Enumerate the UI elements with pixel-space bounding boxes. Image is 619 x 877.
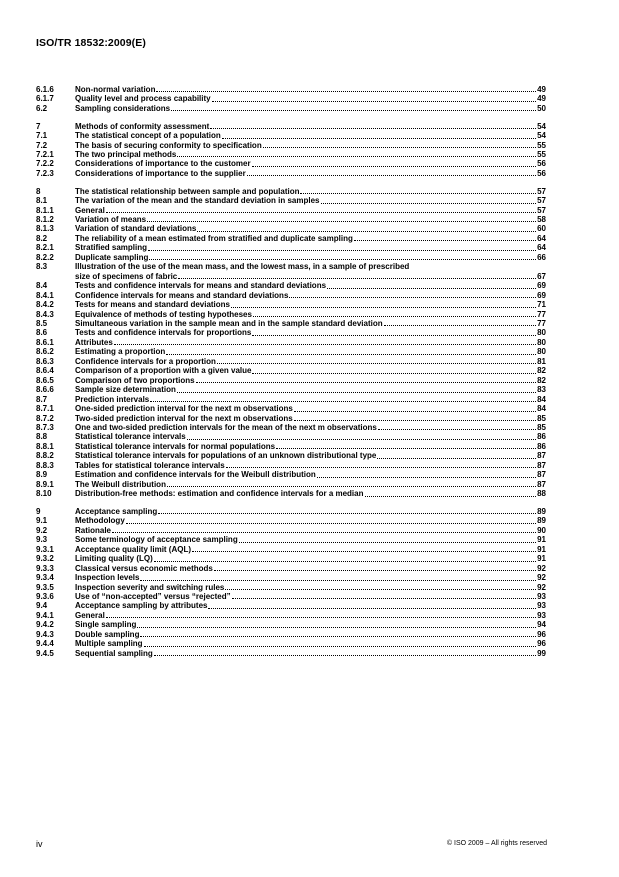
toc-entry[interactable] <box>36 253 546 262</box>
copyright-notice: © ISO 2009 – All rights reserved <box>446 840 547 847</box>
toc-entry-title: Equivalence of methods of testing hypotheses <box>75 309 252 319</box>
toc-entry[interactable] <box>36 328 546 337</box>
toc-entry[interactable] <box>36 187 546 196</box>
toc-entry-page: 71 <box>537 300 546 310</box>
toc-entry-page: 49 <box>537 94 546 104</box>
toc-entry[interactable] <box>36 104 546 113</box>
table-of-contents <box>36 85 546 666</box>
toc-entry-number: 8.8 <box>36 432 48 442</box>
toc-entry-title: The two principal methods <box>75 150 177 160</box>
toc-entry-page: 88 <box>537 489 546 499</box>
toc-entry-page: 96 <box>537 639 546 649</box>
toc-entry[interactable] <box>36 432 546 441</box>
toc-entry-title: Rationale <box>75 525 112 535</box>
toc-entry[interactable] <box>36 414 546 423</box>
dot-leader <box>167 486 536 487</box>
dot-leader <box>158 513 536 514</box>
toc-entry-number: 8.2.1 <box>36 243 54 253</box>
dot-leader <box>156 91 536 92</box>
dot-leader <box>208 608 536 609</box>
dot-leader <box>187 439 536 440</box>
toc-entry-title: Stratified sampling <box>75 243 148 253</box>
toc-entry-page: 56 <box>537 168 546 178</box>
toc-entry-number: 9.2 <box>36 525 48 535</box>
toc-entry-page: 55 <box>537 140 546 150</box>
toc-entry-title: Limiting quality (LQ) <box>75 554 153 564</box>
toc-entry[interactable] <box>36 507 546 516</box>
toc-entry-page: 82 <box>537 375 546 385</box>
toc-entry-title: Variation of means <box>75 215 147 225</box>
dot-leader <box>252 166 537 167</box>
toc-entry-title-continuation: size of specimens of fabric <box>75 271 178 281</box>
toc-entry-title: The reliability of a mean estimated from stratified and duplicate sampling <box>75 233 353 243</box>
toc-entry-title: Sequential sampling <box>75 648 153 658</box>
dot-leader <box>154 561 536 562</box>
toc-entry[interactable] <box>36 601 546 610</box>
dot-leader <box>232 598 536 599</box>
toc-entry-title: Confidence intervals for a proportion <box>75 356 216 366</box>
toc-entry-number: 9.4.5 <box>36 648 54 658</box>
toc-entry[interactable] <box>36 234 546 243</box>
dot-leader <box>140 580 536 581</box>
toc-entry[interactable] <box>36 196 546 205</box>
toc-entry[interactable] <box>36 564 546 573</box>
toc-entry[interactable] <box>36 85 546 94</box>
toc-entry-page: 96 <box>537 629 546 639</box>
toc-entry-title: The Weibull distribution <box>75 479 166 489</box>
toc-entry-number: 8.1.2 <box>36 215 54 225</box>
toc-entry-number: 9.4 <box>36 601 48 611</box>
dot-leader <box>226 467 536 468</box>
dot-leader <box>253 316 536 317</box>
toc-entry-page: 66 <box>537 252 546 262</box>
toc-entry-number: 8.4.1 <box>36 290 54 300</box>
toc-entry-page: 87 <box>537 470 546 480</box>
toc-entry-page: 90 <box>537 525 546 535</box>
toc-entry-number: 6.2 <box>36 103 48 113</box>
toc-entry-number: 9.3 <box>36 535 48 545</box>
toc-entry[interactable] <box>36 291 546 300</box>
toc-entry-page: 85 <box>537 413 546 423</box>
toc-entry[interactable] <box>36 404 546 413</box>
toc-entry-number: 8.8.2 <box>36 451 54 461</box>
toc-entry-number: 9.4.2 <box>36 620 54 630</box>
toc-entry-number: 7.2 <box>36 140 48 150</box>
toc-entry-page: 93 <box>537 592 546 601</box>
toc-entry-title: Statistical tolerance intervals for normal populations <box>75 441 276 451</box>
toc-entry-title: Tests for means and standard deviations <box>75 300 231 310</box>
toc-entry[interactable] <box>36 206 546 215</box>
toc-entry-page: 64 <box>537 243 546 253</box>
toc-entry-title: The variation of the mean and the standard deviation in samples <box>75 196 320 206</box>
toc-entry-number: 9.3.6 <box>36 592 54 601</box>
toc-entry-page: 50 <box>537 103 546 113</box>
toc-entry-number: 8.4.3 <box>36 309 54 319</box>
toc-entry-page: 89 <box>537 516 546 526</box>
toc-entry[interactable] <box>36 639 546 648</box>
toc-entry-page: 92 <box>537 582 546 592</box>
toc-entry-page: 80 <box>537 337 546 347</box>
toc-entry-title: Inspection severity and switching rules <box>75 582 225 592</box>
toc-entry-title: Illustration of the use of the mean mass, and the lowest mass, in a sample of prescribed <box>75 262 410 272</box>
toc-entry-page: 57 <box>537 196 546 206</box>
dot-leader <box>106 617 536 618</box>
toc-entry-number: 9.3.2 <box>36 554 54 564</box>
toc-entry[interactable] <box>36 573 546 582</box>
dot-leader <box>276 448 536 449</box>
toc-entry[interactable] <box>36 376 546 385</box>
toc-entry-title: The statistical concept of a population <box>75 131 221 141</box>
toc-entry-title: Considerations of importance to the supplier <box>75 168 246 178</box>
toc-entry-page: 91 <box>537 554 546 564</box>
toc-entry-page: 87 <box>537 451 546 461</box>
dot-leader <box>126 523 536 524</box>
toc-entry-title: Statistical tolerance intervals for populations of an unknown distributional type <box>75 451 377 461</box>
toc-entry-number: 9 <box>36 506 41 516</box>
toc-entry-title: Variation of standard deviations <box>75 224 197 234</box>
toc-entry-page: 77 <box>537 309 546 319</box>
toc-entry-page: 93 <box>537 601 546 611</box>
dot-leader <box>289 297 536 298</box>
toc-entry-title: Tests and confidence intervals for means and standard deviations <box>75 281 327 291</box>
toc-section-group <box>36 507 546 658</box>
toc-entry[interactable] <box>36 243 546 252</box>
toc-entry-number: 9.3.1 <box>36 544 54 554</box>
toc-entry-title: Prediction intervals <box>75 394 150 404</box>
toc-entry[interactable] <box>36 583 546 592</box>
toc-entry-number: 8.8.3 <box>36 460 54 470</box>
toc-entry-number: 8.4.2 <box>36 300 54 310</box>
dot-leader <box>150 401 536 402</box>
toc-entry[interactable] <box>36 516 546 525</box>
toc-entry[interactable] <box>36 554 546 563</box>
toc-entry-title: Distribution-free methods: estimation and confidence intervals for a median <box>75 489 364 499</box>
dot-leader <box>252 335 536 336</box>
toc-entry-title: One and two-sided prediction intervals for the mean of the next m observations <box>75 423 377 432</box>
toc-entry[interactable] <box>36 224 546 233</box>
toc-entry-page: 85 <box>537 423 546 432</box>
page-number: iv <box>36 839 43 849</box>
document-id-header: ISO/TR 18532:2009(E) <box>36 37 146 49</box>
dot-leader <box>222 138 536 139</box>
toc-entry-page: 69 <box>537 290 546 300</box>
toc-entry[interactable] <box>36 451 546 460</box>
toc-entry-title: Comparison of a proportion with a given value <box>75 366 252 376</box>
dot-leader <box>231 307 536 308</box>
toc-entry-number: 8.7.1 <box>36 404 54 414</box>
toc-entry[interactable] <box>36 150 546 159</box>
dot-leader <box>114 344 536 345</box>
toc-entry[interactable] <box>36 592 546 601</box>
toc-entry-number: 8.6 <box>36 328 48 338</box>
dot-leader <box>354 240 536 241</box>
toc-entry[interactable] <box>36 357 546 366</box>
toc-entry-page: 80 <box>537 347 546 357</box>
toc-entry[interactable] <box>36 262 546 281</box>
toc-entry-page: 91 <box>537 535 546 545</box>
toc-entry-page: 83 <box>537 385 546 395</box>
dot-leader <box>196 382 537 383</box>
toc-entry-number: 8.7.2 <box>36 413 54 423</box>
toc-entry[interactable] <box>36 423 546 432</box>
toc-entry[interactable] <box>36 461 546 470</box>
dot-leader <box>214 570 536 571</box>
dot-leader <box>300 193 536 194</box>
toc-entry-number: 9.1 <box>36 516 48 526</box>
toc-entry-number: 6.1.7 <box>36 94 54 104</box>
toc-entry[interactable] <box>36 649 546 658</box>
dot-leader <box>365 496 537 497</box>
toc-entry-title: Use of “non-accepted” versus “rejected” <box>75 592 231 601</box>
toc-entry[interactable] <box>36 319 546 328</box>
toc-entry-page: 55 <box>537 150 546 160</box>
toc-entry-title: Multiple sampling <box>75 639 143 649</box>
dot-leader <box>112 532 536 533</box>
toc-entry-number: 8 <box>36 186 41 196</box>
toc-entry-page: 60 <box>537 224 546 234</box>
toc-entry-number: 8.9.1 <box>36 479 54 489</box>
toc-entry-number: 8.2 <box>36 233 48 243</box>
toc-entry-number: 8.7 <box>36 394 48 404</box>
toc-entry-number: 8.9 <box>36 470 48 480</box>
toc-entry-title: Sample size determination <box>75 385 176 395</box>
toc-section-group <box>36 187 546 499</box>
dot-leader <box>177 392 536 393</box>
toc-entry[interactable] <box>36 300 546 309</box>
toc-entry-page: 69 <box>537 281 546 291</box>
toc-entry[interactable] <box>36 281 546 290</box>
toc-entry-title: The statistical relationship between sample and population <box>75 186 300 196</box>
toc-section-group <box>36 122 546 179</box>
toc-entry-title: Acceptance sampling <box>75 506 158 516</box>
toc-entry-title: Methodology <box>75 516 125 526</box>
toc-entry-number: 7 <box>36 121 41 131</box>
dot-leader <box>140 636 536 637</box>
toc-entry[interactable] <box>36 347 546 356</box>
dot-leader <box>225 589 536 590</box>
toc-entry-number: 8.10 <box>36 489 52 499</box>
dot-leader <box>294 420 536 421</box>
toc-entry-number: 8.3 <box>36 262 48 272</box>
toc-entry-page: 54 <box>537 121 546 131</box>
dot-leader <box>247 175 536 176</box>
toc-entry[interactable] <box>36 131 546 140</box>
toc-entry-page: 54 <box>537 131 546 141</box>
toc-entry-title: Quality level and process capability <box>75 94 211 104</box>
toc-entry[interactable] <box>36 620 546 629</box>
toc-entry[interactable] <box>36 122 546 131</box>
dot-leader <box>178 278 536 279</box>
toc-entry[interactable] <box>36 545 546 554</box>
dot-leader <box>137 627 536 628</box>
toc-entry-title: Acceptance quality limit (AQL) <box>75 544 192 554</box>
toc-entry[interactable] <box>36 470 546 479</box>
toc-entry[interactable] <box>36 489 546 498</box>
toc-entry-title: Statistical tolerance intervals <box>75 432 186 442</box>
toc-entry-number: 8.6.6 <box>36 385 54 395</box>
dot-leader <box>378 429 536 430</box>
toc-entry-title: Tables for statistical tolerance intervals <box>75 460 225 470</box>
toc-entry-page: 57 <box>537 186 546 196</box>
toc-entry-title: One-sided prediction interval for the next m observations <box>75 404 293 414</box>
toc-entry-number: 8.6.1 <box>36 337 54 347</box>
dot-leader <box>210 128 536 129</box>
toc-entry-title: Tests and confidence intervals for proportions <box>75 328 252 338</box>
toc-entry-title: Estimation and confidence intervals for the Weibull distribution <box>75 470 316 480</box>
toc-entry-number: 9.3.4 <box>36 573 54 583</box>
toc-entry-title: The basis of securing conformity to specification <box>75 140 262 150</box>
dot-leader <box>384 325 536 326</box>
toc-entry-number: 7.2.1 <box>36 150 54 160</box>
toc-entry-number: 8.2.2 <box>36 252 54 262</box>
toc-entry-page: 93 <box>537 610 546 620</box>
toc-entry[interactable] <box>36 215 546 224</box>
toc-entry-number: 9.3.5 <box>36 582 54 592</box>
dot-leader <box>144 646 537 647</box>
dot-leader <box>154 655 536 656</box>
toc-entry-number: 8.4 <box>36 281 48 291</box>
toc-entry-number: 9.3.3 <box>36 563 54 573</box>
dot-leader <box>177 156 536 157</box>
toc-entry-title: Confidence intervals for means and standard deviations <box>75 290 289 300</box>
toc-entry-page: 89 <box>537 506 546 516</box>
toc-entry[interactable] <box>36 366 546 375</box>
toc-entry-title: Estimating a proportion <box>75 347 166 357</box>
dot-leader <box>294 411 536 412</box>
toc-entry-page: 91 <box>537 544 546 554</box>
toc-entry[interactable] <box>36 338 546 347</box>
toc-entry-page: 49 <box>537 85 546 94</box>
dot-leader <box>317 477 536 478</box>
toc-entry-title: Two-sided prediction interval for the next m observations <box>75 413 293 423</box>
toc-entry-title: Simultaneous variation in the sample mean and in the sample standard deviation <box>75 319 383 329</box>
toc-entry-number: 8.1 <box>36 196 48 206</box>
dot-leader <box>106 212 536 213</box>
toc-entry-number: 8.1.3 <box>36 224 54 234</box>
toc-entry-title: Acceptance sampling by attributes <box>75 601 208 611</box>
toc-entry-title: Sampling considerations <box>75 103 171 113</box>
toc-entry-title: Comparison of two proportions <box>75 375 195 385</box>
dot-leader <box>148 250 536 251</box>
toc-entry-page: 87 <box>537 479 546 489</box>
toc-entry-page: 84 <box>537 404 546 414</box>
toc-entry-page: 99 <box>537 648 546 658</box>
toc-entry-page: 80 <box>537 328 546 338</box>
toc-entry-page: 84 <box>537 394 546 404</box>
toc-entry-number: 8.5 <box>36 319 48 329</box>
dot-leader <box>252 373 536 374</box>
toc-entry[interactable] <box>36 630 546 639</box>
dot-leader <box>197 231 536 232</box>
toc-entry-page: 67 <box>537 271 546 281</box>
toc-entry-page: 81 <box>537 356 546 366</box>
toc-entry-title: General <box>75 610 105 620</box>
toc-entry-page: 92 <box>537 573 546 583</box>
toc-entry-number: 9.4.4 <box>36 639 54 649</box>
toc-entry-number: 9.4.3 <box>36 629 54 639</box>
toc-entry[interactable] <box>36 535 546 544</box>
toc-entry-number: 7.1 <box>36 131 48 141</box>
toc-entry-number: 8.6.5 <box>36 375 54 385</box>
toc-entry-number: 8.7.3 <box>36 423 54 432</box>
dot-leader <box>239 542 536 543</box>
toc-entry-page: 58 <box>537 215 546 225</box>
toc-entry-number: 7.2.2 <box>36 159 54 169</box>
toc-entry[interactable] <box>36 395 546 404</box>
toc-entry[interactable] <box>36 169 546 178</box>
toc-entry[interactable] <box>36 159 546 168</box>
dot-leader <box>171 110 536 111</box>
toc-entry-page: 86 <box>537 432 546 442</box>
toc-entry[interactable] <box>36 442 546 451</box>
toc-entry-number: 6.1.6 <box>36 85 54 94</box>
toc-entry-number: 8.8.1 <box>36 441 54 451</box>
toc-entry-page: 92 <box>537 563 546 573</box>
toc-entry-title: Double sampling <box>75 629 140 639</box>
dot-leader <box>217 363 536 364</box>
toc-section-group <box>36 85 546 113</box>
toc-entry-title: General <box>75 205 105 215</box>
toc-entry-page: 86 <box>537 441 546 451</box>
toc-entry[interactable] <box>36 611 546 620</box>
toc-entry-number: 9.4.1 <box>36 610 54 620</box>
dot-leader <box>147 221 536 222</box>
toc-entry[interactable] <box>36 94 546 103</box>
toc-entry-page: 82 <box>537 366 546 376</box>
toc-entry-page: 56 <box>537 159 546 169</box>
toc-entry-title: Non-normal variation <box>75 85 156 94</box>
toc-entry-title: Some terminology of acceptance sampling <box>75 535 238 545</box>
toc-entry-number: 7.2.3 <box>36 168 54 178</box>
dot-leader <box>321 203 537 204</box>
toc-entry-number: 8.6.3 <box>36 356 54 366</box>
toc-entry[interactable] <box>36 310 546 319</box>
dot-leader <box>149 259 536 260</box>
dot-leader <box>327 288 536 289</box>
toc-entry-page: 64 <box>537 233 546 243</box>
toc-entry-title: Methods of conformity assessment <box>75 121 210 131</box>
toc-entry-title: Inspection levels <box>75 573 140 583</box>
toc-entry-page: 57 <box>537 205 546 215</box>
toc-entry-number: 8.1.1 <box>36 205 54 215</box>
toc-entry[interactable] <box>36 526 546 535</box>
toc-entry-page: 87 <box>537 460 546 470</box>
dot-leader <box>212 101 536 102</box>
dot-leader <box>192 551 536 552</box>
dot-leader <box>263 147 536 148</box>
toc-entry-title: Single sampling <box>75 620 137 630</box>
toc-entry-page: 94 <box>537 620 546 630</box>
toc-entry[interactable] <box>36 480 546 489</box>
toc-entry-title: Attributes <box>75 337 113 347</box>
toc-entry-number: 8.6.2 <box>36 347 54 357</box>
toc-entry[interactable] <box>36 385 546 394</box>
toc-entry-number: 8.6.4 <box>36 366 54 376</box>
toc-entry[interactable] <box>36 141 546 150</box>
toc-entry-title: Classical versus economic methods <box>75 563 213 573</box>
toc-entry-title: Considerations of importance to the customer <box>75 159 251 169</box>
dot-leader <box>166 354 536 355</box>
dot-leader <box>377 458 536 459</box>
toc-entry-page: 77 <box>537 319 546 329</box>
toc-entry-title: Duplicate sampling <box>75 252 149 262</box>
